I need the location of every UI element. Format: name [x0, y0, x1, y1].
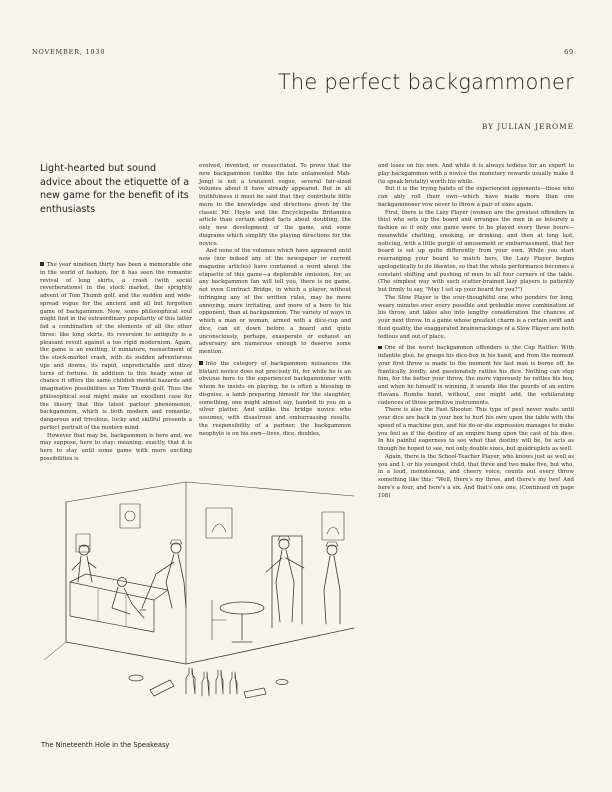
- paragraph: [40, 262, 192, 433]
- bartender-figure: [72, 545, 96, 582]
- paragraph: evolved, invented, or resuscitated. To prove that the new backgammon (unlike the late unlamented Mah-Jong) is not a transient vogue, several fair-sized volumes about it have already appeared. But in all truthfulness it must be said that they contribute little more to the knowledge and directions given by the classic Mr. Hoyle and the Encyclopedia Britannica article than certain added facts about doubling, the only new development of the game, and some diagrams which simplify the playing directions for the novice.: [199, 163, 351, 247]
- article-title: The perfect backgammoner: [277, 70, 574, 94]
- paragraph: [378, 345, 574, 407]
- paragraph: But it is the trying habits of the experienced opponents—those who can ably roll their own—which have made more than one backgammoner vow never to throw a pair of sixes again.: [378, 186, 574, 208]
- golfer-figure: [140, 540, 186, 610]
- paragraph-text: One of the worst backgammon offenders is the Cup Rattler. With infantile glee, he grasps his dice-box in his hand, and from the moment your first throw is made to the moment his last man is borne off, he frantically, loudly, and passionately rattles his dice. Nothing can stop him, for the better your throw, the more vigorously he rattles his box, and when he himself is winning, it sounds like the gourds of an entire Havana Rumba band, without, one might add, the exhilarating cadences of those primitive instruments.: [378, 345, 574, 406]
- paragraph: Again, there is the School-Teacher Player, who knows just as well as you and I, or his youngest child, that three and two make five, but who, in a loud, monotonous, and cheery voice, counts out every throw something like this: "Well, there's my three, and there's my two! And here's a four, and here's a six. And that's one one, (Continued on page 108): [378, 453, 574, 499]
- paragraph: And none of the volumes which have appeared until now (nor indeed any of the newspaper or current magazine articles) have contained a word about the etiquette of this game—a deplorable omission, for, as any backgammon fan will tell you, there is no game, not even Contract Bridge, in which a player, without infringing any of the written rules, may be more annoying, more irritating, and more of a bore to his opponent, than at backgammon. The variety of ways in which a man or woman, armed with a dice-cup and dice, can sit down before a board and quite unconsciously, perhaps, exasperate or exhaust an adversary, are numerous enough to deserve some mention.: [199, 248, 351, 355]
- running-date: NOVEMBER, 1930: [32, 48, 106, 56]
- table-and-chairs: [212, 600, 264, 642]
- paragraph: and loses on his own. And while it is always tedious for an expert to play backgammon with a novice the monetary rewards usually make it (to speak brutally) worth his while.: [378, 163, 574, 185]
- page-number: 69: [564, 48, 574, 56]
- text-column-1: [40, 262, 192, 462]
- text-column-3: [378, 163, 574, 743]
- speakeasy-illustration: [36, 432, 356, 732]
- bottles: [129, 668, 288, 698]
- bullet-icon: [199, 361, 203, 365]
- paragraph-text: The year nineteen thirty has been a memorable one in the world of fashion, for it has seen the romantic revival of long skirts, a crash (with social reverberations) in the stock market, the sprightly advent of Tom Thumb golf, and the sudden and wide-spread vogue for the ancient and all but forgotten game of backgammon. Now, some philosophical soul might find in the extraordinary popularity of this latter fad a combination of the elements of all the other three: like long skirts, its reversion to antiquity is a pleasant revolt against a too rigid modernism. Again, the game is an exciting, if miniature, reenactment of the stock-market crash, with its sudden adventurous ups and downs, its rapid, unpredictable and dizzy turns of fortune. In addition to this heady wine of chance it offers the same childish mental hazards and imaginative possibilities as Tom Thumb golf. Thus the philosophical soul might make an excellent case for the theory that this latest parlour phenomenon, backgammon, which is both modern and romantic, dangerous and frivolous, lucky and skillful presents a perfect portrait of the modern mind.: [40, 262, 192, 431]
- paragraph: However that may be, backgammon is here and, we may suppose, here to stay: meaning, exactly, that it is here to stay until some game with more exciting possibilities is: [40, 432, 192, 462]
- bullet-icon: [40, 262, 44, 266]
- doorway: [272, 536, 302, 628]
- crouching-figure: [112, 578, 144, 619]
- paragraph: There is also the Fast Shooter. This type of pest never waits until your dice are back in your box to hurl his own upon the table with the speed of a machine gun, and his do-or-die expression manages to make you feel as if the destiny of an empire hung upon the cast of his dice. In his painful eagerness to see what that destiny will be, he acts as though he hoped to see, not only double sixes, but quadruplets as well.: [378, 407, 574, 452]
- paragraph: First, there is the Lazy Player (women are the greatest offenders in this) who sets up the board and arranges the men in as leisurely a fashion as if only one game were to be played every three hours—meanwhile chatting, smoking, or drinking, and then at long last, noticing, with a little gurgle of amusement or embarrassment, that her board is set up quite differently from your own. While you start rearranging your board to match hers, the Lazy Player begins apologetically to do likewise, so that the whole performance becomes a constant shifting and pushing of men to all four corners of the table. (The simplest way with such scatter-brained lazy players is patiently but firmly to say, "May I set up your board for you?"): [378, 209, 574, 293]
- bullet-icon: [378, 346, 382, 350]
- bar-counter: [70, 574, 168, 632]
- right-figure: [324, 542, 340, 624]
- paragraph: [199, 361, 351, 439]
- illustration-caption: The Nineteenth Hole in the Speakeasy: [41, 741, 170, 749]
- article-dek: Light-hearted but sound advice about the etiquette of a new game for the benefit of its enthusiasts: [40, 163, 190, 215]
- paragraph: The Slow Player is the over-thoughtful one who ponders for long, weary minutes over every possible and probable move combination of his throw, and takes also into lengthy consideration the chances of your next throw. In a game whose greatest charm is a certain swift and fluid quality, the exaggerated brainwrackings of a Slow Player are both tedious and out of place.: [378, 294, 574, 340]
- wall-pictures: [76, 504, 344, 552]
- byline: BY JULIAN JEROME: [481, 122, 574, 131]
- text-column-2: [199, 163, 351, 437]
- paragraph-text: Into the category of backgammon nuisances the blatant novice does not precisely fit, for while he is an obvious bore to the experienced backgammoner with whom he insists on playing, he is often a blessing in disguise, a lamb preparing himself for the slaughter, something, one might almost say, handed to you on a silver platter. And unlike the bridge novice who assumes, with disastrous and embarrassing results, the responsibility of a partner, the backgammon neophyte is on his own—lives, dice, doubles,: [199, 360, 351, 437]
